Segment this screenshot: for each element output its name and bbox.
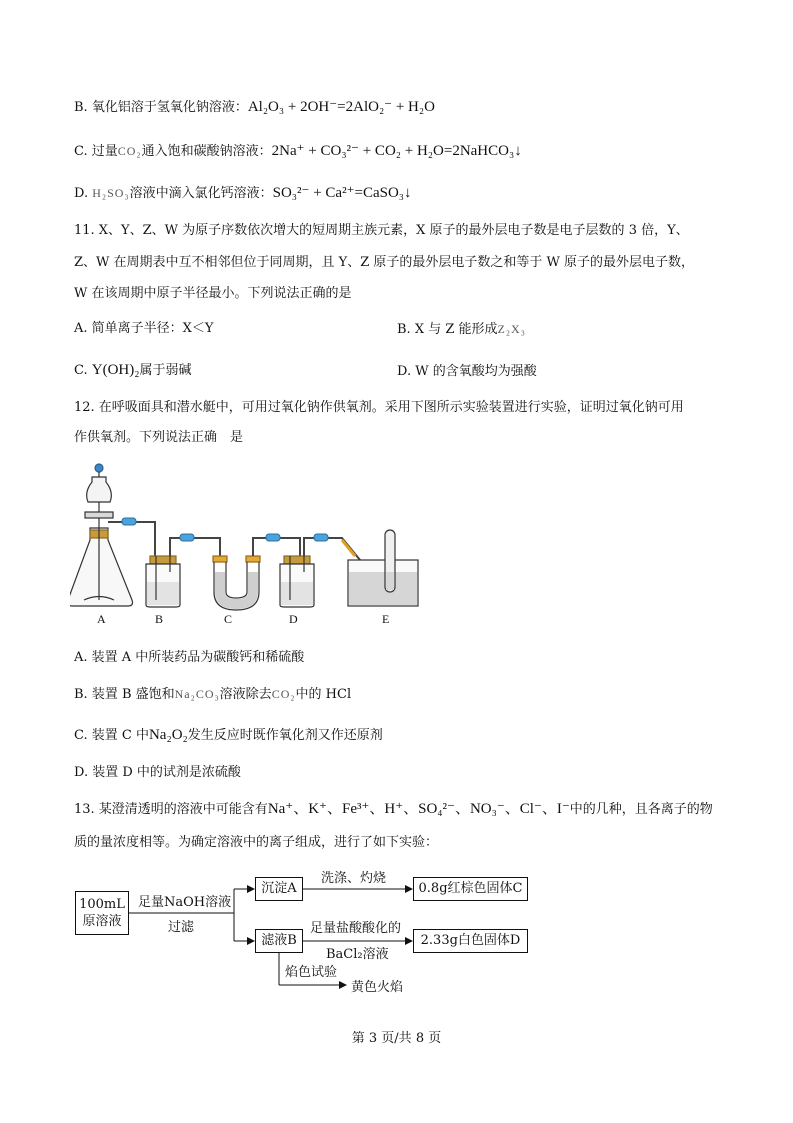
q12-option-a: A. 装置 A 中所装药品为碳酸钙和稀硫酸 xyxy=(74,650,305,665)
q13-stem-line2: 质的量浓度相等。为确定溶液中的离子组成，进行了如下实验： xyxy=(74,835,439,850)
flow-filtrate-box: 滤液B xyxy=(255,929,303,953)
q12-stem-line2: 作供氧剂。下列说法正确 是 xyxy=(74,430,244,445)
ion-list: Na⁺、K⁺、Fe³⁺、H⁺、SO₄²⁻、NO₃⁻、Cl⁻、I⁻ xyxy=(267,801,570,817)
q11-option-b: B. X 与 Z 能形成Z₂X₃ xyxy=(397,322,526,337)
q12-stem-line1: 12. 在呼吸面具和潜水艇中，可用过氧化钠作供氧剂。采用下图所示实验装置进行实验，证明过氧化钠可用 xyxy=(74,400,684,415)
q11-stem-line2: Z、W 在周期表中互不相邻但位于同周期，且 Y、Z 原子的最外层电子数之和等于 W 原子的最外层电子数， xyxy=(74,255,695,270)
flow-flame-test-label: 焰色试验 xyxy=(285,965,338,980)
flow-precip-box: 沉淀A xyxy=(255,877,303,901)
apparatus-label-b: B xyxy=(155,612,164,626)
apparatus-label-c: C xyxy=(224,612,233,626)
q10-option-d: D. H₂SO₃溶液中滴入氯化钙溶液：SO₃²⁻ + Ca²⁺=CaSO₃↓ xyxy=(74,185,412,201)
flow-acid-label: 足量盐酸酸化的 xyxy=(310,921,402,936)
flow-solid-d-box: 2.33g白色固体D xyxy=(413,929,528,953)
flow-start-box: 100mL 原溶液 xyxy=(75,891,129,935)
q11-stem-line3: W 在该周期中原子半径最小。下列说法正确的是 xyxy=(74,286,352,301)
equation: 2Na⁺ + CO₃²⁻ + CO₂ + H₂O=2NaHCO₃↓ xyxy=(271,143,522,159)
flow-step1-label: 足量NaOH溶液 xyxy=(138,895,232,910)
q12-option-d: D. 装置 D 中的试剂是浓硫酸 xyxy=(74,765,241,780)
q12-option-b: B. 装置 B 盛饱和Na₂CO₃溶液除去CO₂中的 HCl xyxy=(74,687,352,702)
q10-option-c: C. 过量CO₂通入饱和碳酸钠溶液：2Na⁺ + CO₃²⁻ + CO₂ + H₂O=2NaHCO₃↓ xyxy=(74,143,522,159)
flow-flame-result: 黄色火焰 xyxy=(351,980,404,995)
q11-stem-line1: 11. X、Y、Z、W 为原子序数依次增大的短周期主族元素，X 原子的最外层电子数是电子层数的 3 倍，Y、 xyxy=(74,223,689,238)
page-footer: 第 3 页/共 8 页 xyxy=(351,1031,442,1046)
flow-bacl2-label: BaCl₂溶液 xyxy=(326,947,389,962)
apparatus-label-e: E xyxy=(382,612,390,626)
q13-stem-line1: 13. 某澄清透明的溶液中可能含有Na⁺、K⁺、Fe³⁺、H⁺、SO₄²⁻、NO₃⁻、Cl⁻、I⁻中的几种，且各离子的物 xyxy=(74,801,713,817)
apparatus-label-a: A xyxy=(97,612,106,626)
equation: Al₂O₃ + 2OH⁻=2AlO₂⁻ + H₂O xyxy=(247,99,435,115)
equation: SO₃²⁻ + Ca²⁺=CaSO₃↓ xyxy=(272,185,412,201)
q11-option-a: A. 简单离子半径：X＜Y xyxy=(74,321,214,336)
q11-option-c: C. Y(OH)₂属于弱碱 xyxy=(74,362,192,378)
flow-filter-label: 过滤 xyxy=(168,920,195,935)
q10-option-b: B. 氧化铝溶于氢氧化钠溶液：Al₂O₃ + 2OH⁻=2AlO₂⁻ + H₂O xyxy=(74,99,435,115)
apparatus-label-d: D xyxy=(289,612,298,626)
q12-option-c: C. 装置 C 中Na₂O₂发生反应时既作氧化剂又作还原剂 xyxy=(74,727,383,743)
flow-wash-label: 洗涤、灼烧 xyxy=(321,871,387,886)
flow-solid-c-box: 0.8g红棕色固体C xyxy=(413,877,528,901)
q11-option-d: D. W 的含氧酸均为强酸 xyxy=(397,364,537,379)
